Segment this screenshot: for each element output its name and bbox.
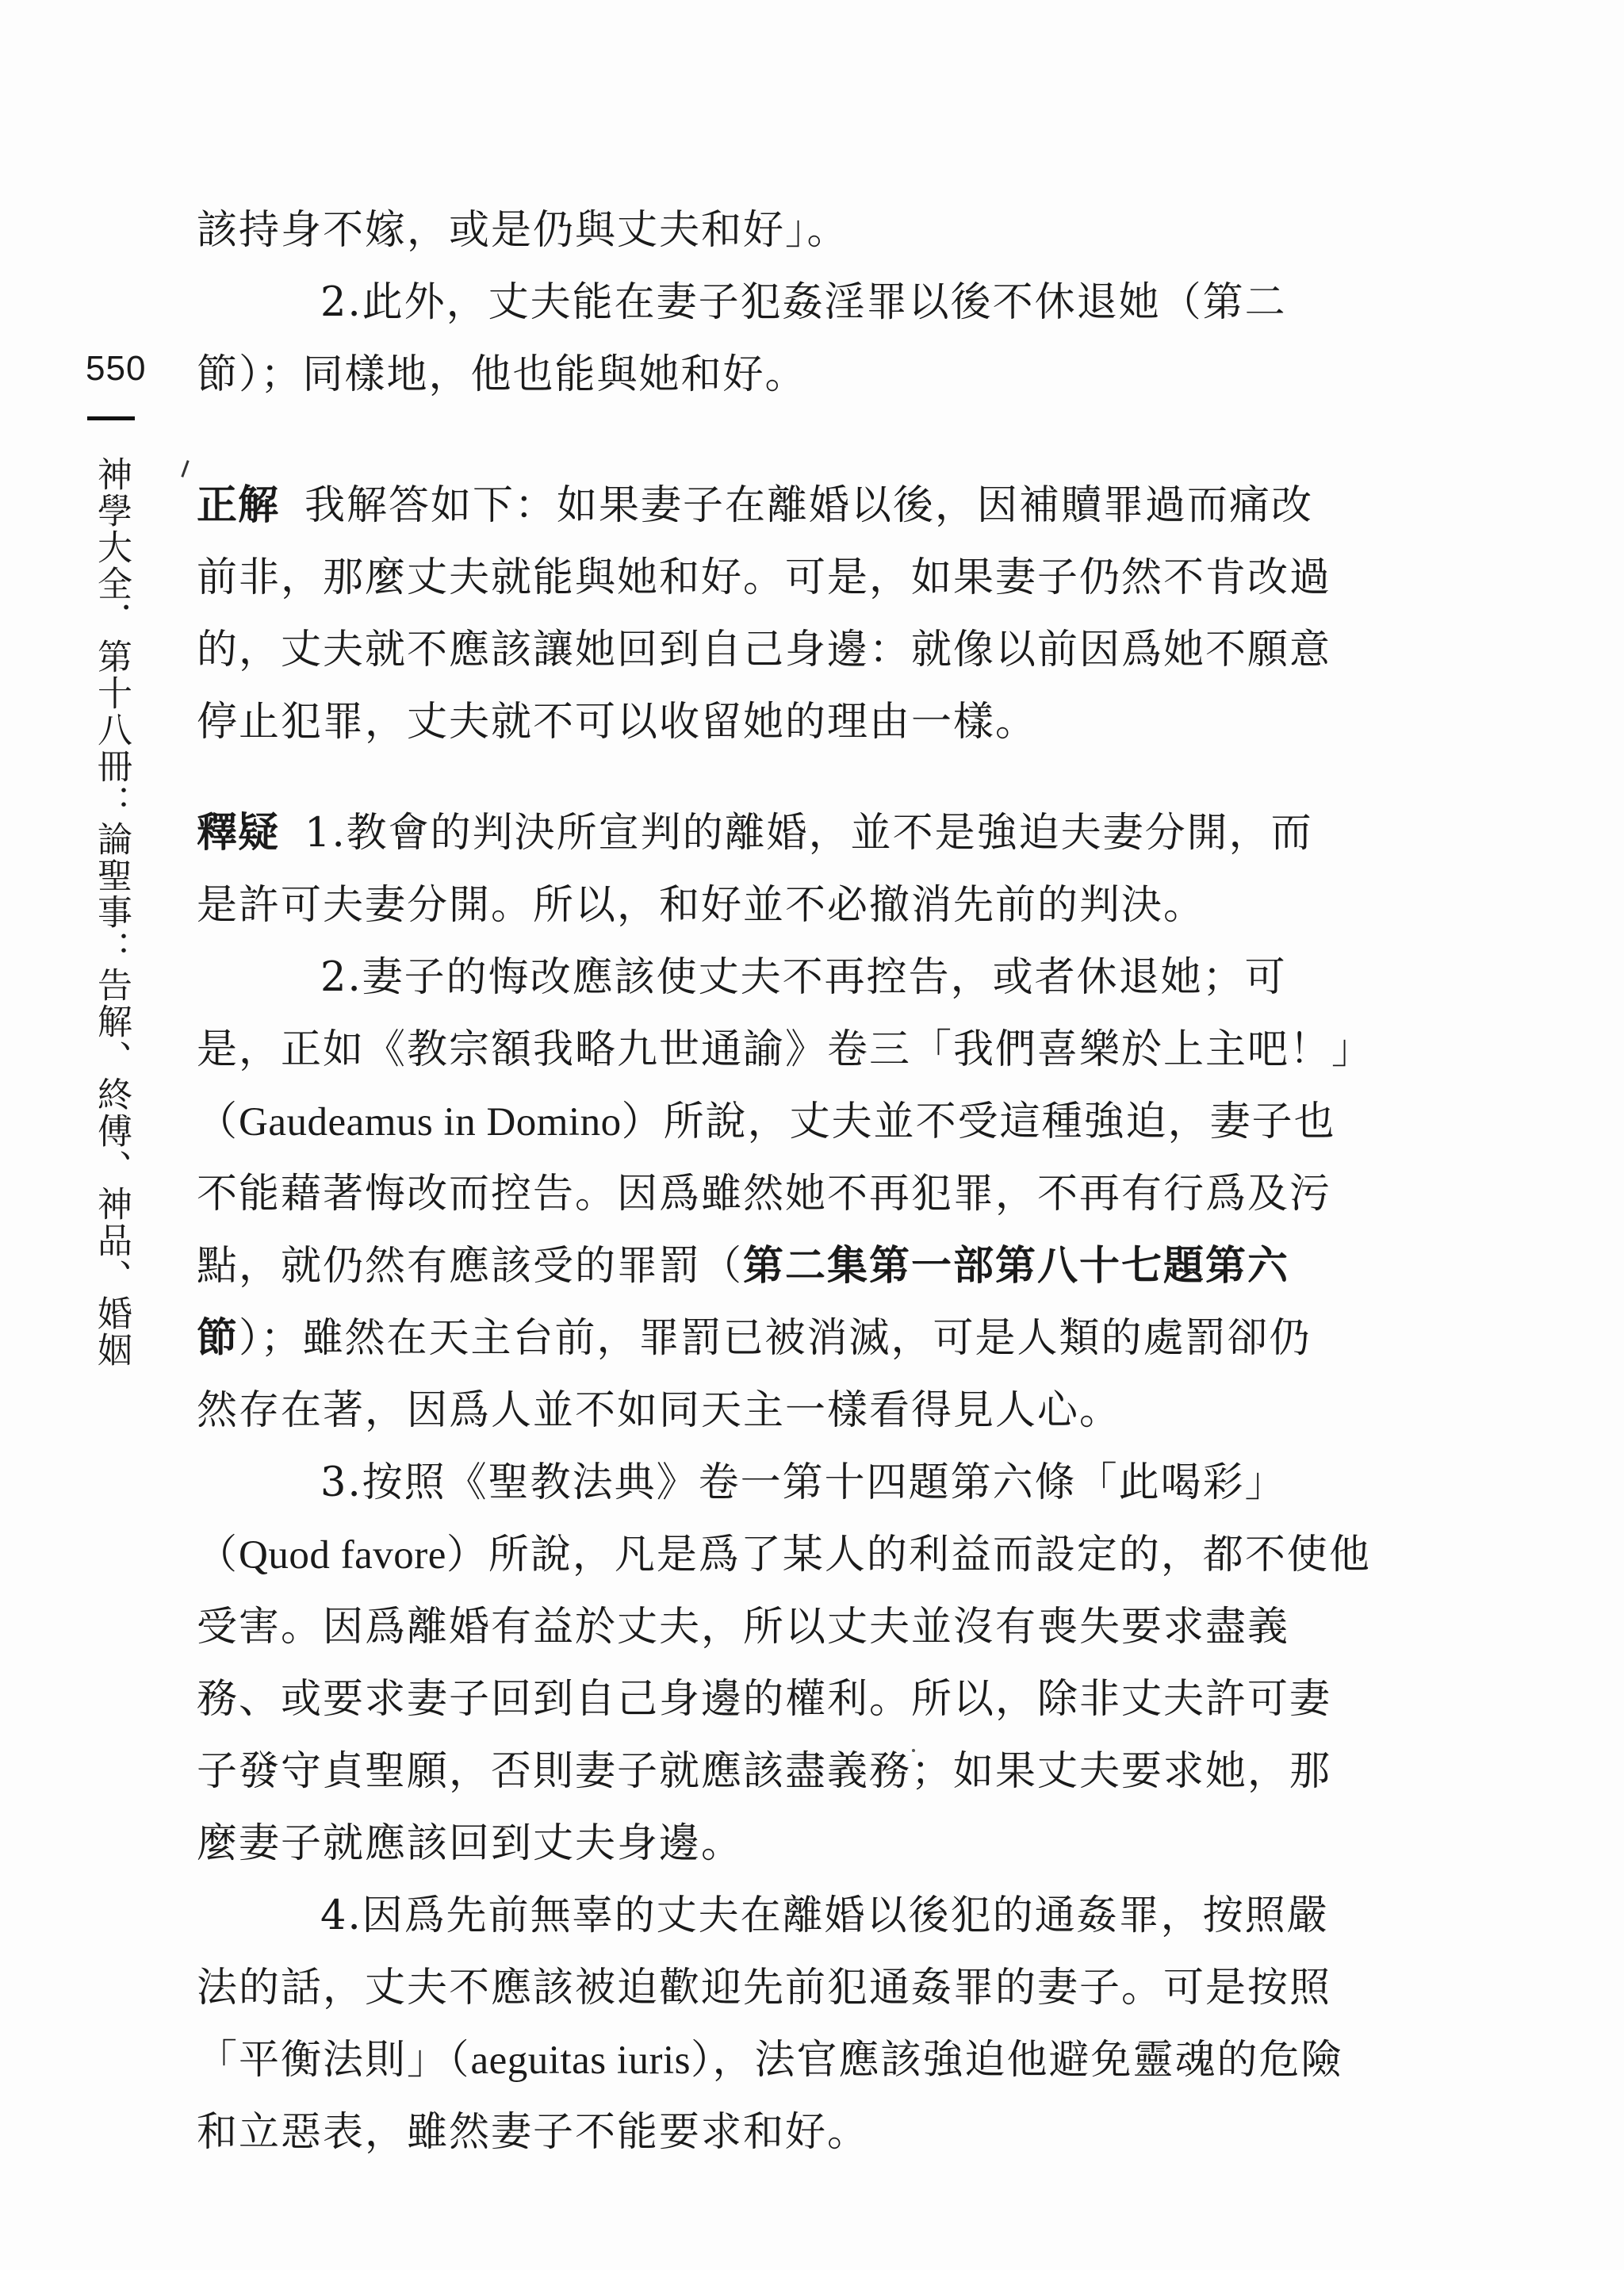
stray-mark: [181, 460, 189, 477]
text-line: 和立惡表，雖然妻子不能要求和好。: [197, 2109, 870, 2156]
text-line: 受害。因爲離婚有益於丈夫，所以丈夫並沒有喪失要求盡義: [197, 1604, 1290, 1651]
latin-citation: Quod favore: [239, 1533, 446, 1578]
text-line: 該持身不嫁，或是仍與丈夫和好」。: [197, 207, 849, 254]
bold-reference: 第二集第一部第八十七題第六: [743, 1243, 1290, 1290]
replies-block: [197, 797, 1374, 2168]
bold-reference: 節: [197, 1315, 239, 1362]
latin-citation: Gaudeamus in Domino: [239, 1100, 622, 1145]
text-line: 法的話，丈夫不應該被迫歡迎先前犯通姦罪的妻子。可是按照: [197, 1965, 1332, 2011]
replies-heading: 釋疑: [197, 810, 280, 857]
text-line: 4.因爲先前無辜的丈夫在離婚以後犯的通姦罪，按照嚴: [320, 1892, 1329, 1939]
text-line: 節）；雖然在天主台前，罪罰已被消滅，可是人類的處罰卻仍: [197, 1315, 1312, 1362]
running-title: 神學大全．第十八冊：論聖事：告解、終傅、神品、婚姻: [91, 456, 132, 1368]
text-line: 點，就仍然有應該受的罪罰（第二集第一部第八十七題第六: [197, 1243, 1290, 1290]
latin-citation: aeguitas iuris: [470, 2038, 691, 2083]
text-line: 是，正如《教宗額我略九世通諭》卷三「我們喜樂於上主吧！」: [197, 1026, 1374, 1073]
objection-block: [197, 194, 1323, 411]
text-line: （Quod favore）所說，凡是爲了某人的利益而設定的，都不使他: [197, 1532, 1371, 1578]
text-line: 2.此外，丈夫能在妻子犯姦淫罪以後不休退她（第二: [320, 279, 1287, 326]
text-line: 然存在著，因爲人並不如同天主一樣看得見人心。: [197, 1387, 1122, 1434]
text-line: 務、或要求妻子回到自己身邊的權利。所以，除非丈夫許可妻: [197, 1676, 1332, 1723]
answer-block: [197, 470, 1332, 758]
text-line: 不能藉著悔改而控告。因爲雖然她不再犯罪，不再有行爲及污: [197, 1171, 1332, 1217]
page-number: 550: [86, 349, 147, 388]
text-line: 正解 我解答如下：如果妻子在離婚以後，因補贖罪過而痛改: [197, 482, 1314, 529]
text-line: 麼妻子就應該回到丈夫身邊。: [197, 1820, 744, 1867]
answer-heading: 正解: [197, 482, 280, 529]
text-line: 是許可夫妻分開。所以，和好並不必撤消先前的判決。: [197, 882, 1206, 929]
text-line: 子發守貞聖願，否則妻子就應該盡義務；如果丈夫要求她，那: [197, 1748, 1332, 1795]
text-line: （Gaudeamus in Domino）所說，丈夫並不受這種強迫，妻子也: [197, 1099, 1336, 1145]
text-line: 前非，那麼丈夫就能與她和好。可是，如果妻子仍然不肯改過: [197, 554, 1332, 601]
text-line: 「平衡法則」（aeguitas iuris），法官應該強迫他避免靈魂的危險: [197, 2037, 1343, 2084]
text-line: 停止犯罪，丈夫就不可以收留她的理由一樣。: [197, 699, 1038, 746]
text-line: 的，丈夫就不應該讓她回到自己身邊：就像以前因爲她不願意: [197, 627, 1332, 673]
text-line: 釋疑 1.教會的判決所宣判的離婚，並不是強迫夫妻分開，而: [197, 810, 1313, 857]
margin-rule: [87, 416, 135, 420]
text-line: 2.妻子的悔改應該使丈夫不再控告，或者休退她；可: [320, 954, 1287, 1001]
text-line: 節）；同樣地，他也能與她和好。: [197, 351, 807, 398]
text-line: 3.按照《聖教法典》卷一第十四題第六條「此喝彩」: [320, 1459, 1287, 1506]
